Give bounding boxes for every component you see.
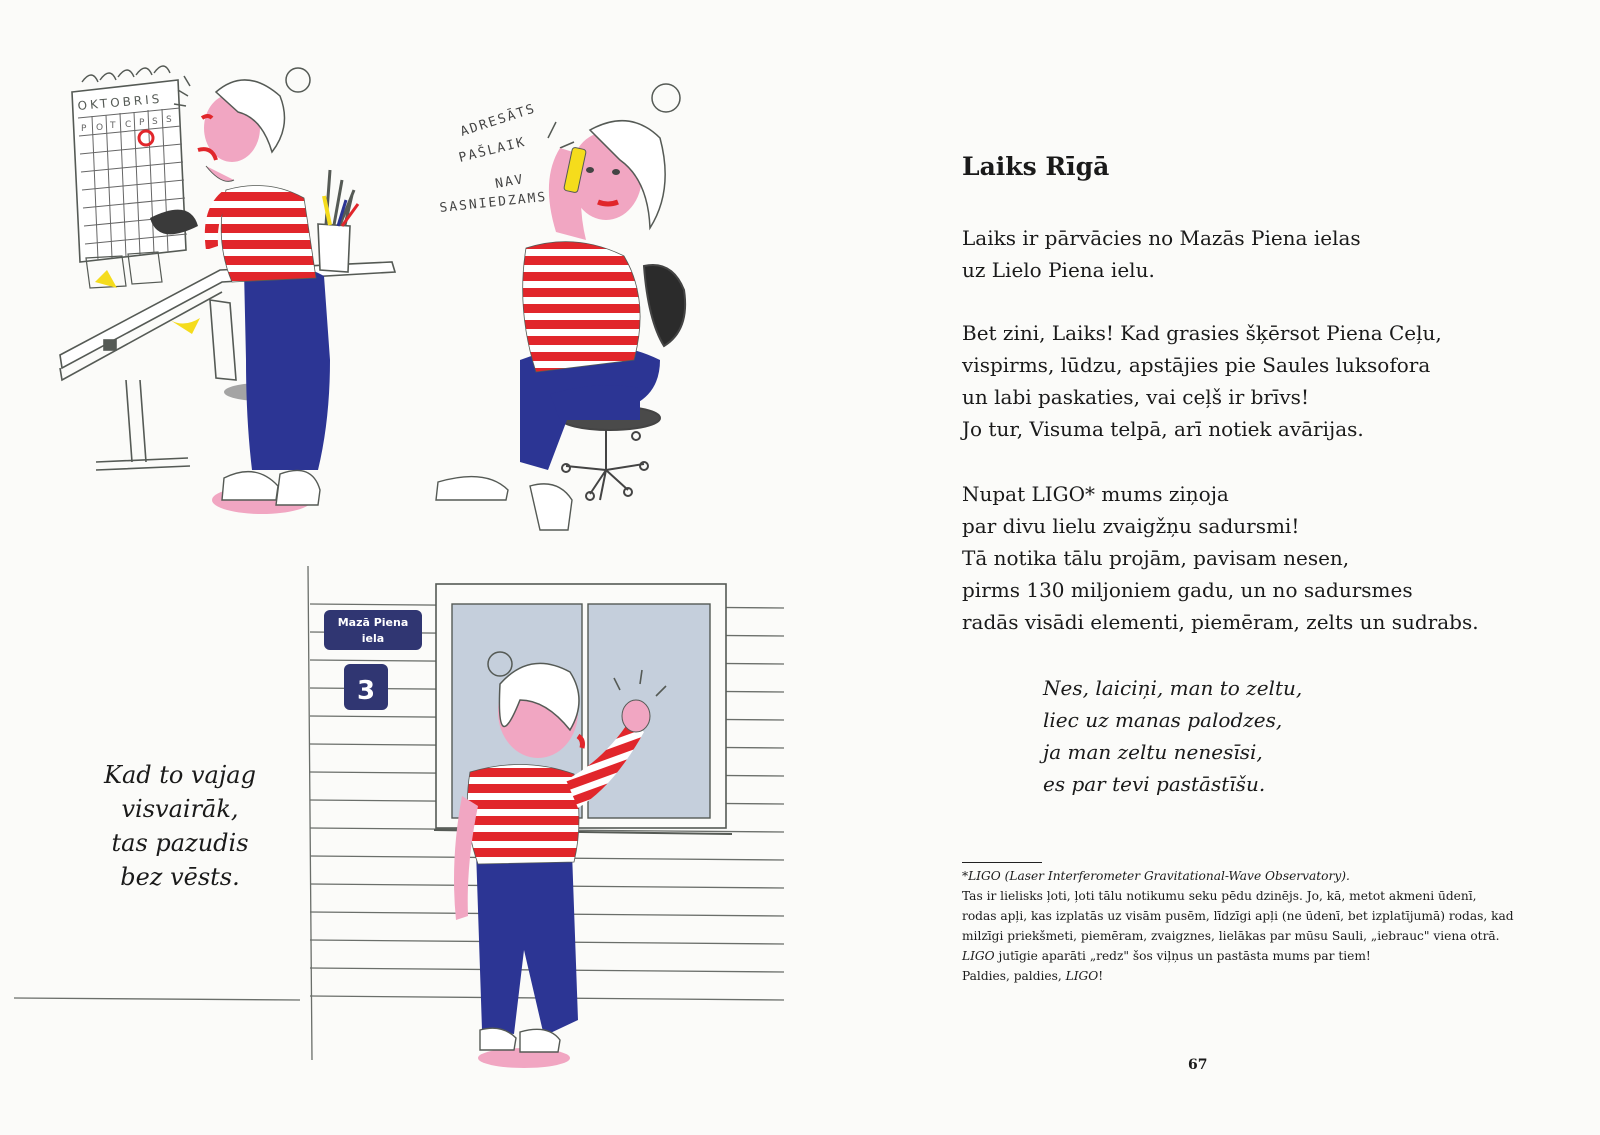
speech-line: NAV	[494, 172, 526, 192]
svg-text:C: C	[125, 120, 132, 130]
footnote	[962, 866, 1562, 986]
street-sign-line: iela	[361, 632, 385, 645]
verse-line: uz Lielo Piena ielu.	[962, 258, 1155, 282]
verse-line: pirms 130 miljoniem gadu, un no sadursmes	[962, 578, 1413, 602]
footnote-line: Tas ir lielisks ļoti, ļoti tālu notikumu seku pēdu dzinējs. Jo, kā, metot akmeni ūdenī,	[962, 889, 1477, 903]
caption-line: tas pazudis	[111, 829, 249, 857]
footnote-text: Paldies, paldies,	[962, 969, 1066, 983]
verse-line: radās visādi elementi, piemēram, zelts un sudrabs.	[962, 610, 1479, 634]
svg-text:S: S	[166, 115, 172, 125]
verse-line: Jo tur, Visuma telpā, arī notiek avārijas.	[962, 417, 1364, 441]
verse-line: Nupat LIGO* mums ziņoja	[962, 482, 1229, 506]
verse-line: un labi paskaties, vai ceļš ir brīvs!	[962, 385, 1309, 409]
folk-song-verse	[1043, 672, 1302, 800]
svg-text:T: T	[110, 121, 116, 131]
scene-phone	[436, 84, 685, 530]
verse-line: Laiks ir pārvācies no Mazās Piena ielas	[962, 226, 1361, 250]
footnote-line	[962, 866, 1562, 886]
illustration-caption	[60, 758, 300, 894]
footnote-ligo: LIGO	[1065, 969, 1099, 983]
footnote-title: *LIGO (Laser Interferometer Gravitational-Wave Observatory).	[962, 869, 1350, 883]
stanza-2	[962, 317, 1442, 445]
footnote-text: !	[1098, 969, 1104, 983]
pen-cup	[318, 170, 358, 272]
desk	[60, 262, 395, 470]
stanza-1	[962, 222, 1361, 286]
poem-line: ja man zeltu nenesīsi,	[1043, 740, 1263, 764]
street-sign-line: Mazā Piena	[337, 616, 409, 629]
wall-calendar	[72, 66, 187, 288]
footnote-line: rodas apļi, kas izplatās uz visām pusēm, līdzīgi apļi (ne ūdenī, bet izplatījumā) rodas, kad	[962, 909, 1514, 923]
footnote-ligo: LIGO	[962, 949, 995, 963]
speech-text	[439, 101, 548, 216]
speech-line: SASNIEDZAMS	[438, 189, 548, 216]
verse-line: Tā notika tālu projām, pavisam nesen,	[962, 546, 1350, 570]
footnote-rule	[962, 862, 1042, 863]
speech-line: ADRESĀTS	[458, 101, 539, 140]
svg-text:P: P	[81, 124, 87, 134]
svg-text:S: S	[152, 117, 158, 127]
calendar-month: OKTOBRIS	[77, 91, 163, 113]
poem-line: Nes, laiciņi, man to zeltu,	[1043, 676, 1303, 700]
page-number: 67	[1188, 1057, 1208, 1073]
caption-line: bez vēsts.	[120, 863, 240, 891]
poem-line: liec uz manas palodzes,	[1043, 708, 1283, 732]
footnote-line	[962, 966, 1562, 986]
footnote-line	[962, 946, 1562, 966]
svg-text:O: O	[96, 123, 104, 133]
speech-line: PAŠLAIK	[457, 134, 528, 166]
verse-line: par divu lielu zvaigžņu sadursmi!	[962, 514, 1300, 538]
verse-line: vispirms, lūdzu, apstājies pie Saules luksofora	[962, 353, 1431, 377]
footnote-text: jutīgie aparāti „redz" šos viļņus un pastāsta mums par tiem!	[994, 949, 1371, 963]
caption-line: visvairāk,	[121, 795, 239, 823]
page-title: Laiks Rīgā	[962, 152, 1110, 181]
poem-line: es par tevi pastāstīšu.	[1043, 772, 1266, 796]
svg-text:P: P	[139, 118, 145, 128]
stanza-3	[962, 478, 1479, 638]
caption-line: Kad to vajag	[104, 761, 256, 789]
verse-line: Bet zini, Laiks! Kad grasies šķērsot Piena Ceļu,	[962, 321, 1442, 345]
footnote-line: milzīgi priekšmeti, piemēram, zvaigznes, lielākas par mūsu Sauli, „iebrauc" viena otrā.	[962, 929, 1500, 943]
scene-desk	[60, 66, 395, 514]
house-number: 3	[356, 676, 376, 706]
